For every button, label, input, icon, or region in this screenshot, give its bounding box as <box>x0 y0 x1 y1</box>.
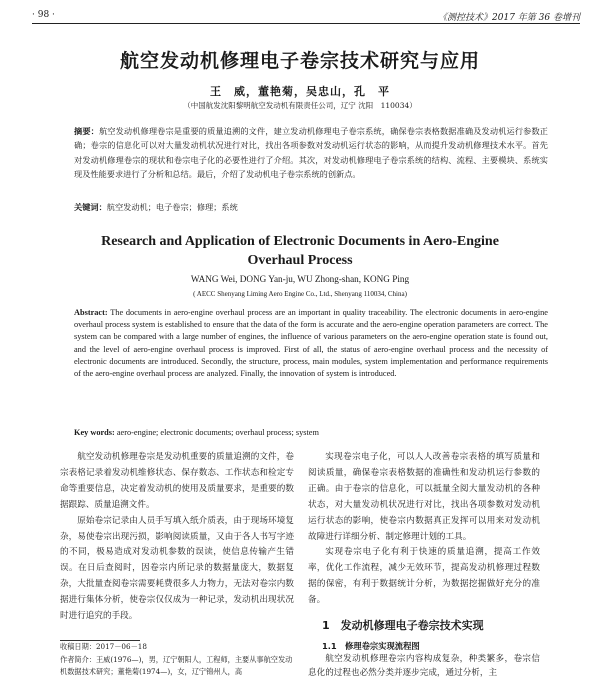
title-english-line2: Overhaul Process <box>247 253 353 268</box>
footnote-received: 收稿日期：2017－06－18 <box>60 642 147 651</box>
footnote <box>60 641 294 679</box>
page-number: · 98 · <box>32 10 55 20</box>
keywords-chinese-label: 关键词： <box>74 202 107 212</box>
body-paragraph: 实现卷宗电子化有利于快速的质量追溯，提高工作效率，优化工作流程，减少无效环节，提高发动机修理过程数据的保密，有利于数据统计分析，为数据挖掘做好充分的准备。 <box>308 547 540 606</box>
footnote-author-bio: 作者简介：王威(1976—)，男，辽宁朝阳人，工程师，主要从事航空发动机数据技术研究；董艳菊(1974—)，女，辽宁锦州人，高 <box>60 654 293 676</box>
authors-english: WANG Wei, DONG Yan-ju, WU Zhong-shan, KONG Ping <box>190 274 410 284</box>
body-paragraph: 航空发动机修理卷宗是发动机重要的质量追溯的文件，卷宗表格记录着发动机维修状态、保存数态、工作状态和检定专命等重要信息，决定着发动机的使用及质量要求，是重要的数据跟踪、质量追溯文件。 <box>60 452 294 510</box>
keywords-english-text: aero-engine; electronic documents; overhaul process; system <box>116 428 319 437</box>
body-paragraph: 实现卷宗电子化，可以人人改善卷宗表格的填写质量和阅读质量，确保卷宗表格数据的准确性和发动机运行参数的正确。由于卷宗的信息化，可以抵量全阅大量发动机的各种状态，对大量发动机状况进行对比，找出各项参数对发动机运行状态的影响，使卷宗内数据真正发挥可以用来对发动机故障进行详细分析、制定修理计划的工具。 <box>308 452 540 542</box>
section-paragraph <box>308 652 540 680</box>
title-english-line1: Research and Application of Electronic Documents in Aero-Engine <box>101 234 499 249</box>
abstract-chinese-text: 航空发动机修理卷宗是重要的质量追溯的文件，建立发动机修理电子卷宗系统，确保卷宗表格数据准确及发动机运行参数正确；卷宗的信息化可以对大量发动机状况进行对比，找出各项参数对发动机运行状态的影响，从而提升发动机修理技术水平。首先对发动机修理卷宗的现状和卷宗电子化的必要性进行了介绍。其次，对发动机修理电子卷宗系统的结构、流程、主要模块、系统实现及性能要求进行了分析和总结。最后，介绍了发动机电子卷宗系统的创新点。 <box>74 126 548 179</box>
subsection-heading: 1.1 修理卷宗实现流程图 <box>322 641 420 651</box>
body-paragraph: 航空发动机修理卷宗内容构成复杂，种类繁多，卷宗信息化的过程也必然分类并逐步完成，通过分析，主 <box>308 654 540 678</box>
section-heading: 1 发动机修理电子卷宗技术实现 <box>322 619 484 632</box>
title-chinese: 航空发动机修理电子卷宗技术研究与应用 <box>119 50 480 72</box>
keywords-english <box>74 427 548 439</box>
abstract-english <box>74 307 548 380</box>
header-rule <box>32 23 580 24</box>
affiliation-english: ( AECC Shenyang Liming Aero Engine Co., Ltd., Shenyang 110034, China) <box>193 290 407 298</box>
keywords-chinese <box>74 200 548 214</box>
abstract-chinese-label: 摘要： <box>74 126 99 136</box>
body-paragraph: 原始卷宗记录由人员手写填入纸介质表，由于现场环境复杂，易使卷宗出现污损，影响阅读质量，又由于各人书写字迹的不同，极易造成对发动机参数的误读，使信息传输产生错误。在日后查阅时，因卷宗内所记录的数据量庞大，数据复杂，大批量查阅卷宗需要耗费很多人力物力，无法对卷宗内数据进行集体分析，使卷宗仅仅成为一种记录，发动机出现状况时进行追究的手段。 <box>60 515 294 622</box>
abstract-english-text: The documents in aero-engine overhaul process are an important in quality traceability. The electronic documents in aero-engine overhaul process system is established to ensure that the data of the form is accurate and the aero-engine operation parameters are correct. The system can be compared with a large number of engines, the influence of various parameters on the aero-engine operation state is found out, and the level of aero-engine overhaul process is improved. First of all, the status of aero-engine overhaul process and the necessity of electronic documents are introduced. Secondly, the structure, process, main modules, system implementation and performance requirements of the aero-engine overhaul process are analyzed. Finally, the innovation of system is introduced. <box>74 308 548 379</box>
running-header <box>32 8 580 24</box>
keywords-chinese-text: 航空发动机；电子卷宗；修理；系统 <box>106 202 238 212</box>
affiliation-chinese: （中国航发沈阳黎明航空发动机有限责任公司，辽宁 沈阳 110034） <box>183 101 417 110</box>
title-english <box>60 232 540 270</box>
abstract-english-label: Abstract: <box>74 308 108 317</box>
body-column-right <box>308 450 540 609</box>
abstract-chinese <box>74 124 548 181</box>
journal-name: 《测控技术》2017 年第 36 卷增刊 <box>438 13 580 23</box>
keywords-english-label: Key words: <box>74 428 115 437</box>
body-column-left <box>60 450 294 625</box>
authors-chinese: 王 威，董艳菊，吴忠山，孔 平 <box>210 85 390 98</box>
